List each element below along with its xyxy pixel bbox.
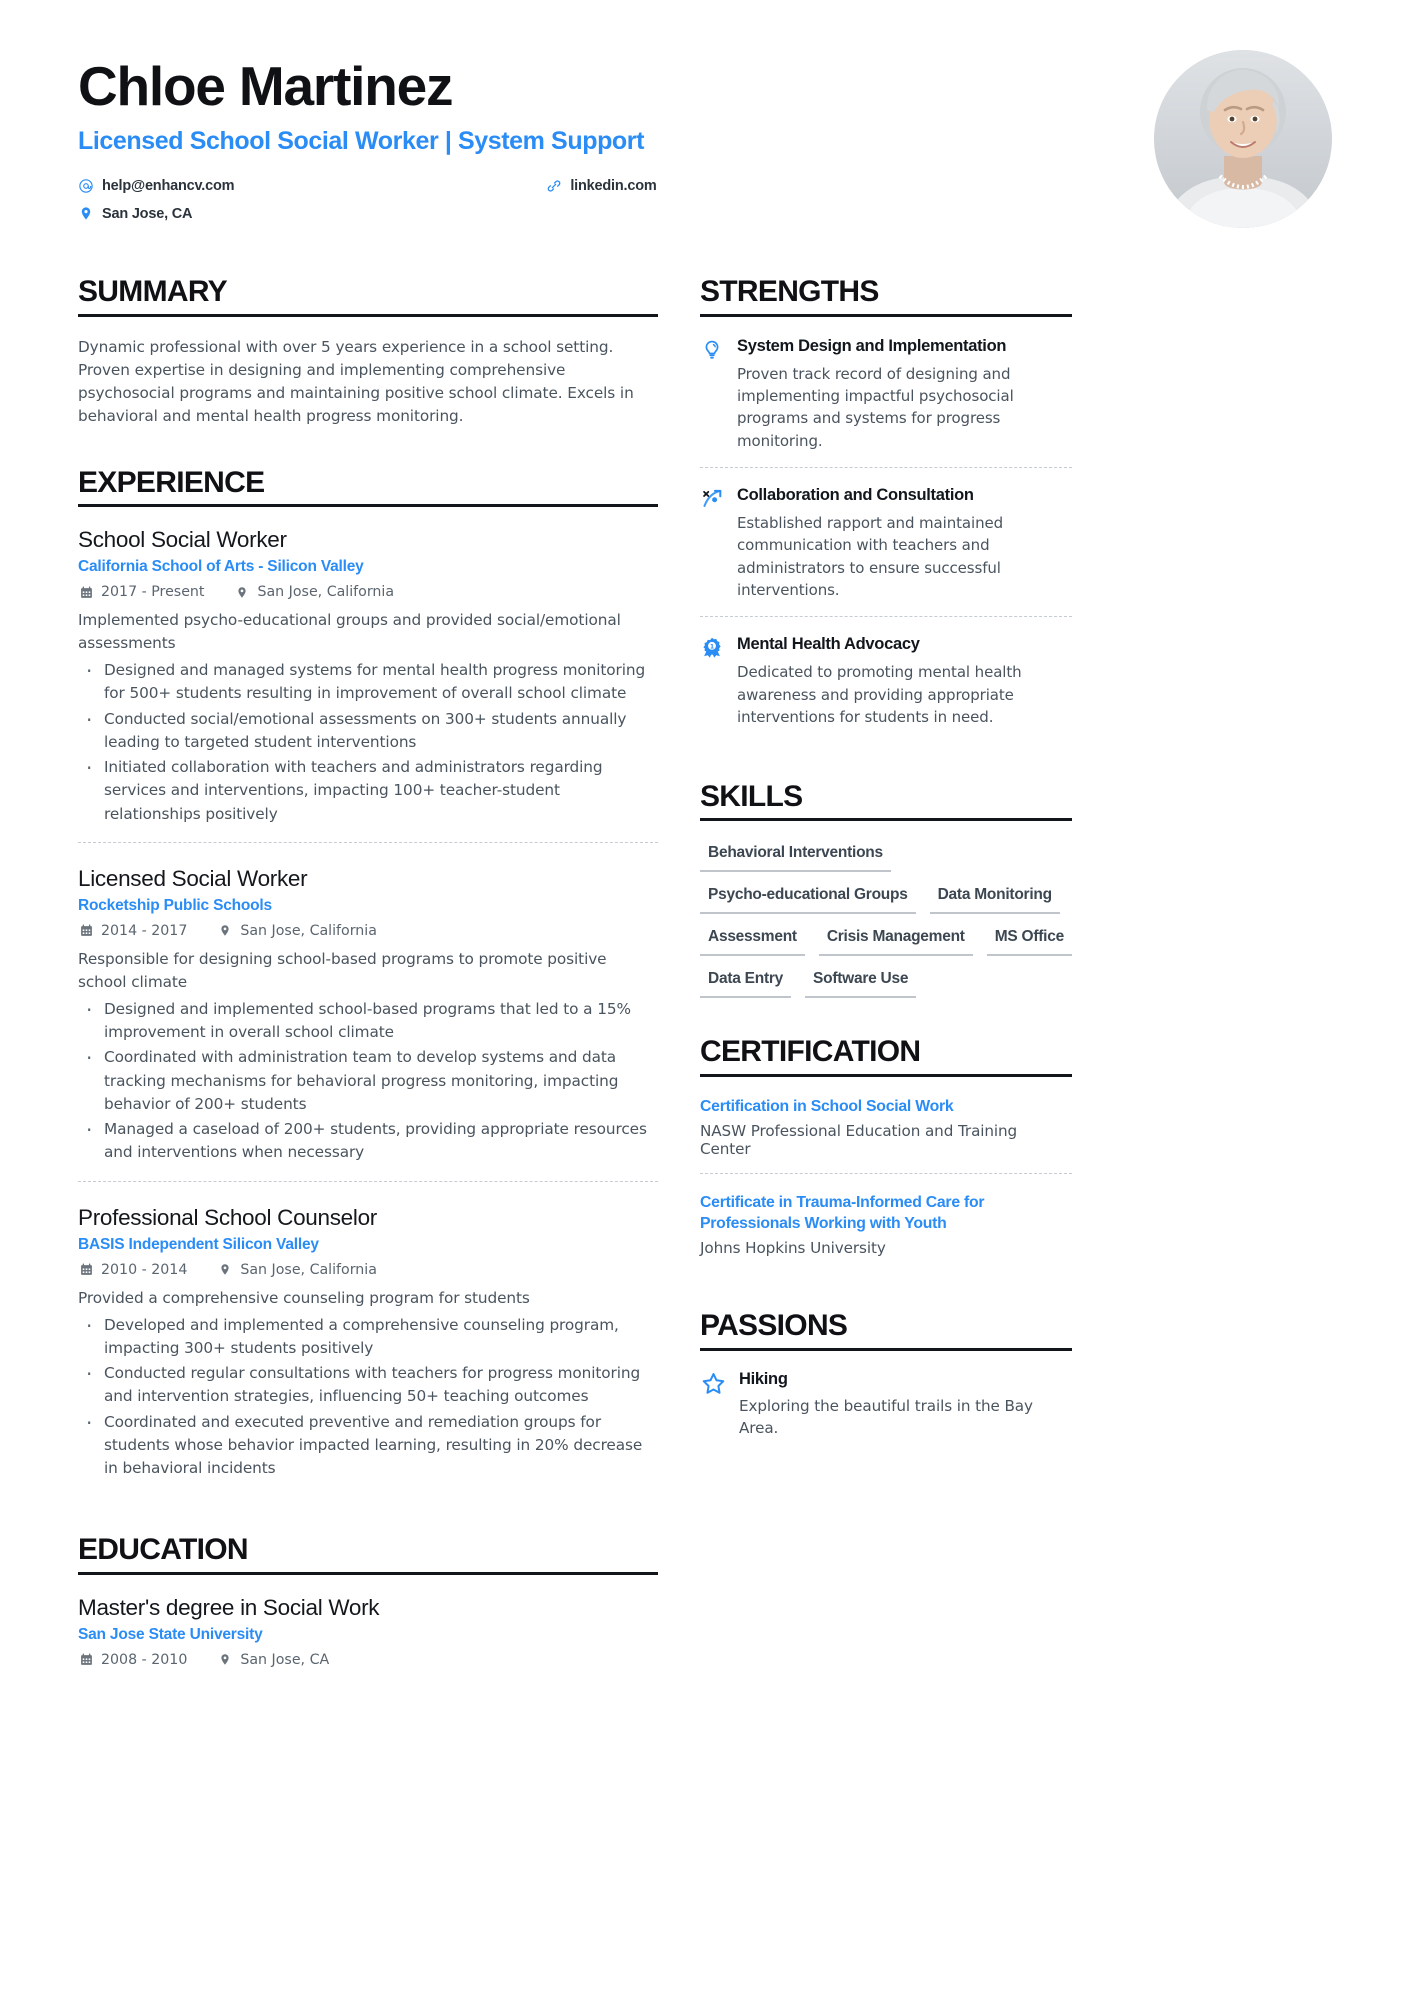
resume-columns xyxy=(78,276,1332,1690)
email-icon xyxy=(78,178,94,194)
resume-header xyxy=(78,0,1332,276)
strength-text: Proven track record of designing and implementing impactful psychosocial programs and systems for progress monitoring. xyxy=(737,364,1014,450)
right-column xyxy=(700,276,1072,1445)
calendar-icon xyxy=(78,584,94,600)
section-education xyxy=(78,1534,658,1684)
award-ribbon-icon xyxy=(700,636,724,660)
strength-title: Collaboration and Consultation xyxy=(737,485,974,504)
strength-text: Established rapport and maintained communication with teachers and administrators to ensure successful interventions. xyxy=(737,514,1004,599)
education-location-label: San Jose, CA xyxy=(240,1651,330,1668)
experience-meta xyxy=(78,923,658,939)
experience-location xyxy=(217,1262,377,1278)
experience-bullet: · Initiated collaboration with teachers and administrators regarding services and interventions, impacting 100+ teacher-student relationships positively xyxy=(78,756,658,826)
skill-tag: Data Entry xyxy=(700,966,791,998)
passion-title: Hiking xyxy=(739,1369,788,1388)
skill-tag: Software Use xyxy=(805,966,916,998)
summary-heading: SUMMARY xyxy=(78,276,658,317)
experience-org[interactable]: Rocketship Public Schools xyxy=(78,896,272,914)
skills-list xyxy=(700,840,1072,998)
experience-dates-label: 2014 - 2017 xyxy=(101,922,188,939)
contact-location-label: San Jose, CA xyxy=(102,205,193,222)
location-pin-icon xyxy=(217,1652,233,1668)
strength-body xyxy=(737,485,1072,601)
section-certification xyxy=(700,1036,1072,1272)
link-icon xyxy=(546,178,562,194)
experience-org[interactable]: California School of Arts - Silicon Valley xyxy=(78,558,364,576)
experience-description: Provided a comprehensive counseling program for students xyxy=(78,1288,530,1307)
certification-heading: CERTIFICATION xyxy=(700,1036,1072,1077)
certification-issuer: NASW Professional Education and Training Center xyxy=(700,1122,1018,1159)
contact-email[interactable] xyxy=(78,178,234,194)
experience-dates xyxy=(78,1262,187,1278)
education-heading: EDUCATION xyxy=(78,1534,658,1575)
strength-title: System Design and Implementation xyxy=(737,336,1007,355)
skills-heading: SKILLS xyxy=(700,781,1072,822)
skill-tag: Crisis Management xyxy=(819,924,973,956)
svg-text:1: 1 xyxy=(709,644,715,651)
professional-title: Licensed School Social Worker | System Support xyxy=(78,126,645,155)
strength-title: Mental Health Advocacy xyxy=(737,634,920,653)
section-passions xyxy=(700,1310,1072,1439)
certification-name[interactable]: Certificate in Trauma-Informed Care for Professionals Working with Youth xyxy=(700,1194,985,1233)
experience-description: Implemented psycho-educational groups and provided social/emotional assessments xyxy=(78,611,621,653)
education-org[interactable]: San Jose State University xyxy=(78,1625,263,1643)
skill-tag: Data Monitoring xyxy=(930,882,1060,914)
experience-entry xyxy=(78,526,658,842)
experience-entry xyxy=(78,842,658,1181)
certification-name[interactable]: Certification in School Social Work xyxy=(700,1097,954,1115)
passion-text: Exploring the beautiful trails in the Bay Area. xyxy=(739,1396,1033,1437)
experience-bullet: · Managed a caseload of 200+ students, providing appropriate resources and interventions when necessary xyxy=(78,1118,658,1165)
experience-role: Professional School Counselor xyxy=(78,1204,377,1230)
experience-location-label: San Jose, California xyxy=(240,1261,377,1278)
strength-body xyxy=(737,634,1072,728)
avatar xyxy=(1154,50,1332,228)
experience-entry xyxy=(78,1181,658,1497)
experience-bullets xyxy=(78,998,658,1165)
section-skills xyxy=(700,781,1072,999)
trending-arrow-icon xyxy=(700,487,724,511)
passions-heading: PASSIONS xyxy=(700,1310,1072,1351)
experience-role: Licensed Social Worker xyxy=(78,865,308,891)
experience-bullet: · Coordinated with administration team to develop systems and data tracking mechanisms for behavioral progress monitoring, impacting behavior of 200+ students xyxy=(78,1046,658,1116)
strengths-heading: STRENGTHS xyxy=(700,276,1072,317)
strength-item xyxy=(700,616,1072,743)
contact-row-1 xyxy=(78,172,1332,200)
skill-tag: Psycho-educational Groups xyxy=(700,882,916,914)
location-pin-icon xyxy=(78,206,94,222)
location-pin-icon xyxy=(234,584,250,600)
experience-location-label: San Jose, California xyxy=(240,922,377,939)
experience-dates xyxy=(78,584,204,600)
contact-linkedin[interactable] xyxy=(546,178,656,194)
experience-bullet: · Designed and managed systems for mental health progress monitoring for 500+ students resulting in improvement of overall school climate xyxy=(78,659,658,706)
strength-body xyxy=(737,336,1072,452)
section-strengths xyxy=(700,276,1072,743)
lightbulb-icon xyxy=(700,338,724,362)
certification-item xyxy=(700,1096,1072,1173)
strength-item xyxy=(700,467,1072,616)
left-column xyxy=(78,276,658,1690)
skill-tag: MS Office xyxy=(987,924,1072,956)
experience-dates-label: 2010 - 2014 xyxy=(101,1261,188,1278)
contact-row-2 xyxy=(78,200,1332,228)
section-summary xyxy=(78,276,658,429)
star-icon xyxy=(700,1371,726,1397)
experience-location-label: San Jose, California xyxy=(257,584,395,601)
contact-block xyxy=(78,172,1332,228)
education-location xyxy=(217,1652,329,1668)
experience-bullet: · Conducted social/emotional assessments on 300+ students annually leading to targeted student interventions xyxy=(78,708,658,755)
experience-bullet: · Conducted regular consultations with teachers for progress monitoring and intervention strategies, influencing 50+ teaching outcomes xyxy=(78,1362,658,1409)
strength-item xyxy=(700,336,1072,467)
experience-meta xyxy=(78,1262,658,1278)
passion-body xyxy=(739,1370,1072,1439)
calendar-icon xyxy=(78,1262,94,1278)
certification-issuer: Johns Hopkins University xyxy=(700,1239,886,1258)
calendar-icon xyxy=(78,923,94,939)
education-dates xyxy=(78,1652,187,1668)
summary-text: Dynamic professional with over 5 years experience in a school setting. Proven expertise in designing and implementing comprehensive psychosocial programs and maintaining positive school climate. Excels in behavioral and mental health progress monitoring. xyxy=(78,337,634,426)
calendar-icon xyxy=(78,1652,94,1668)
experience-location xyxy=(234,584,394,600)
experience-bullets xyxy=(78,1314,658,1481)
certification-item xyxy=(700,1173,1072,1272)
experience-bullet: · Coordinated and executed preventive and remediation groups for students whose behavior impacted learning, resulting in 20% decrease in behavioral incidents xyxy=(78,1411,658,1481)
experience-description: Responsible for designing school-based programs to promote positive school climate xyxy=(78,949,607,991)
page-title: Chloe Martinez xyxy=(78,55,453,117)
profile-photo-illustration xyxy=(1154,50,1332,228)
location-pin-icon xyxy=(217,1262,233,1278)
experience-org[interactable]: BASIS Independent Silicon Valley xyxy=(78,1235,319,1253)
education-meta xyxy=(78,1652,658,1668)
experience-role: School Social Worker xyxy=(78,527,287,552)
experience-heading: EXPERIENCE xyxy=(78,467,658,508)
passion-item xyxy=(700,1370,1072,1439)
education-entry xyxy=(78,1594,658,1684)
experience-dates xyxy=(78,923,187,939)
contact-location xyxy=(78,206,192,222)
skill-tag: Behavioral Interventions xyxy=(700,840,891,872)
strength-text: Dedicated to promoting mental health awareness and providing appropriate interventions for students in need. xyxy=(737,663,1022,726)
section-experience xyxy=(78,467,658,1497)
experience-location xyxy=(217,923,377,939)
experience-bullet: · Developed and implemented a comprehensive counseling program, impacting 300+ students positively xyxy=(78,1314,658,1361)
contact-email-label: help@enhancv.com xyxy=(102,177,235,194)
skill-tag: Assessment xyxy=(700,924,805,956)
experience-bullets xyxy=(78,659,658,826)
experience-bullet: · Designed and implemented school-based programs that led to a 15% improvement in overall school climate xyxy=(78,998,658,1045)
contact-linkedin-label: linkedin.com xyxy=(570,177,657,194)
experience-dates-label: 2017 - Present xyxy=(101,584,205,601)
education-dates-label: 2008 - 2010 xyxy=(101,1651,188,1668)
experience-meta xyxy=(78,584,658,600)
location-pin-icon xyxy=(217,923,233,939)
education-degree: Master's degree in Social Work xyxy=(78,1594,380,1620)
